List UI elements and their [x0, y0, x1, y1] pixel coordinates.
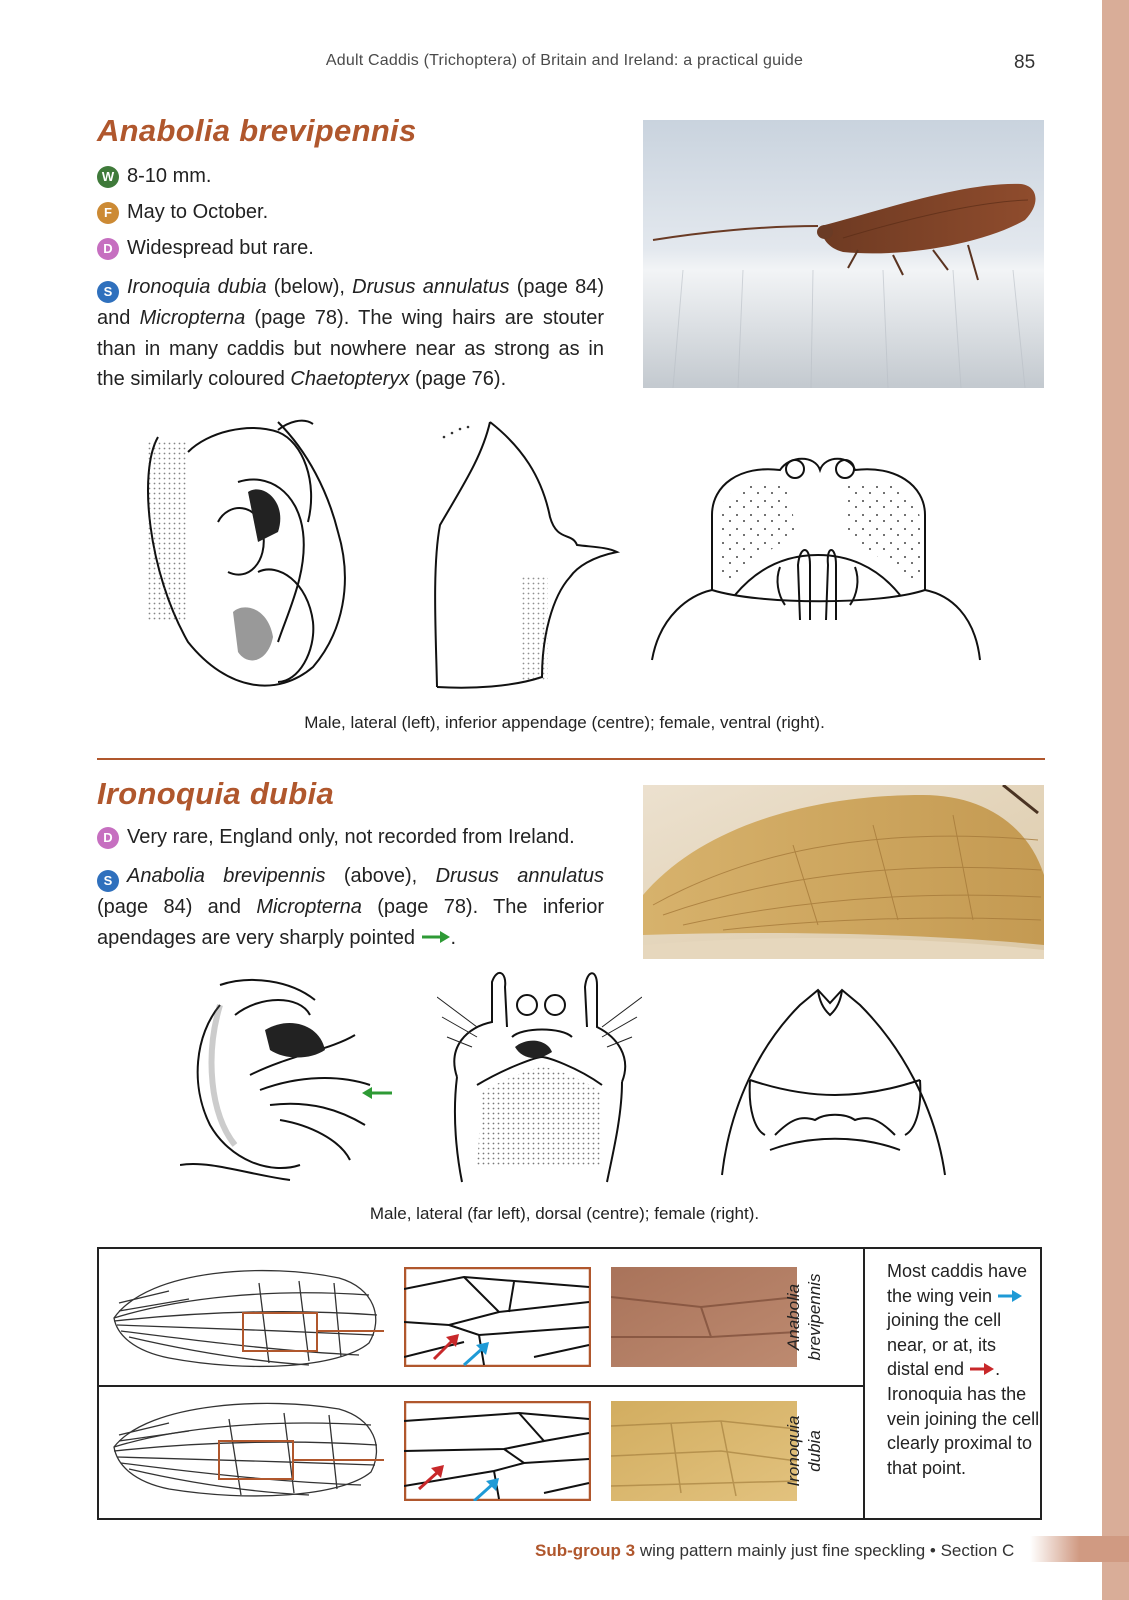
similar-text: .	[450, 926, 457, 949]
distribution-line	[97, 237, 314, 260]
similar-species-paragraph	[97, 272, 604, 395]
flight-period-line	[97, 201, 268, 224]
note-text: joining the cell near, or at, its distal end	[887, 1310, 1002, 1380]
adult-caddis-photo	[643, 120, 1044, 388]
similar-text: (page 84) and	[97, 896, 257, 918]
blue-arrow-icon	[997, 1290, 1023, 1302]
wing-vein-note	[887, 1259, 1041, 1480]
similar-name-anabolia: Anabolia brevipennis	[127, 865, 326, 887]
flight-badge-icon: F	[97, 202, 119, 224]
similar-text: (below),	[266, 276, 353, 298]
running-head: Adult Caddis (Trichoptera) of Britain and Ireland: a practical guide	[325, 52, 804, 69]
male-lateral-drawing	[128, 412, 373, 702]
male-lateral-drawing	[180, 975, 395, 1185]
green-arrow-icon	[421, 930, 451, 944]
wing-cell-zoom-anabolia	[404, 1267, 591, 1367]
similar-text: (above),	[325, 865, 436, 887]
row-label-line2: dubia	[805, 1430, 824, 1472]
row-label-line1: Ironoquia	[784, 1415, 803, 1487]
figure-caption-anabolia: Male, lateral (left), inferior appendage (centre); female, ventral (right).	[304, 713, 825, 732]
wing-photo-ironoquia	[611, 1401, 797, 1501]
distribution-text: Very rare, England only, not recorded from Ireland.	[127, 826, 575, 848]
wing-cell-zoom-ironoquia	[404, 1401, 591, 1501]
row-label-line2: brevipennis	[805, 1273, 824, 1361]
similar-name-chaetopteryx: Chaetopteryx	[290, 368, 410, 390]
distribution-text: Widespread but rare.	[127, 237, 314, 259]
red-arrow-icon	[969, 1363, 995, 1375]
wing-comparison-box	[97, 1247, 1042, 1520]
flight-text: May to October.	[127, 201, 269, 223]
male-dorsal-drawing	[437, 967, 642, 1187]
similar-text: (page 78). The wing hairs are stouter than in many caddis but nowhere near as strong as in the similarly coloured	[97, 307, 604, 390]
similar-badge-icon: S	[97, 281, 119, 303]
similar-badge-icon: S	[97, 870, 119, 892]
note-text: Most caddis have the wing vein	[887, 1261, 1028, 1306]
wing-venation-drawing-ironoquia	[109, 1397, 384, 1507]
footer-text: wing pattern mainly just fine speckling • Section C	[635, 1541, 1015, 1560]
footer-subgroup: Sub-group 3	[535, 1541, 636, 1560]
similar-name-micropterna: Micropterna	[139, 307, 246, 329]
wing-closeup-photo	[643, 785, 1044, 959]
similar-name-ironoquia: Ironoquia dubia	[127, 276, 267, 298]
similar-text: (page 84) and	[97, 276, 604, 329]
wingspan-text: 8-10 mm.	[127, 165, 212, 187]
wing-venation-drawing-anabolia	[109, 1263, 384, 1373]
row-label-line1: Anabolia	[784, 1283, 803, 1351]
page-number: 85	[1014, 52, 1036, 73]
distribution-badge-icon: D	[97, 238, 119, 260]
similar-name-drusus: Drusus annulatus	[352, 276, 510, 298]
section-divider	[97, 758, 1045, 760]
wing-photo-anabolia	[611, 1267, 797, 1367]
species-title-ironoquia: Ironoquia dubia	[97, 776, 334, 811]
distribution-line	[97, 826, 575, 849]
row-separator	[99, 1385, 863, 1387]
wingspan-badge-icon: W	[97, 166, 119, 188]
similar-text: (page 78). The inferior apendages are very sharply pointed	[97, 896, 604, 949]
similar-text: (page 76).	[409, 368, 507, 390]
column-separator	[863, 1249, 865, 1518]
figure-caption-ironoquia: Male, lateral (far left), dorsal (centre); female (right).	[369, 1204, 760, 1223]
wingspan-line	[97, 165, 211, 188]
female-ventral-drawing	[650, 455, 985, 700]
page-edge-strip	[1102, 0, 1129, 1600]
similar-species-paragraph	[97, 861, 604, 953]
note-text: . Ironoquia has the vein joining the cell clearly proximal to that point.	[887, 1359, 1040, 1478]
section-footer	[535, 1541, 1014, 1561]
female-drawing	[720, 985, 955, 1180]
similar-name-micropterna: Micropterna	[256, 896, 362, 918]
row-label-ironoquia	[783, 1381, 835, 1521]
distribution-badge-icon: D	[97, 827, 119, 849]
species-title-anabolia: Anabolia brevipennis	[97, 113, 417, 148]
inferior-appendage-drawing	[432, 417, 627, 702]
section-tab	[1030, 1536, 1129, 1562]
similar-name-drusus: Drusus annulatus	[435, 865, 604, 887]
row-label-anabolia	[783, 1247, 835, 1387]
